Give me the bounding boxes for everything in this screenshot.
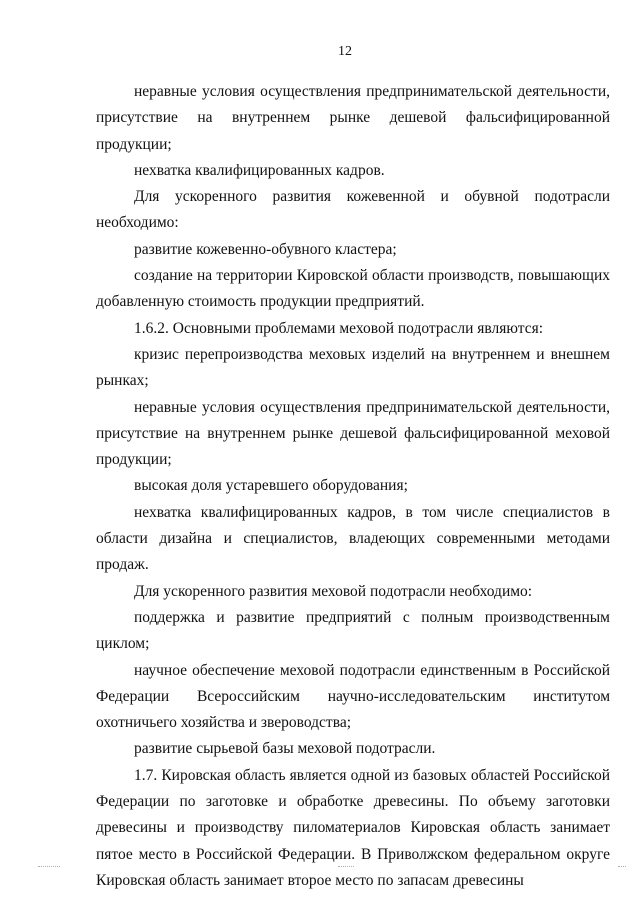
paragraph: развитие сырьевой базы меховой подотрасли.	[134, 740, 436, 758]
section-heading-paragraph: 1.7. Кировская область является одной из базовых областей Российской Федерации по заготовке и обработке древесины. По объему заготовки древесины и производству пиломатериалов Кировская область занимает пятое место в Российской Федерации. В Приволжском федеральном округе Кировская область занимает второе место по запасам древесины	[96, 766, 610, 889]
paragraph: неравные условия осуществления предпринимательской деятельности, присутствие на внутреннем рынке дешевой фальсифицированной продукции;	[96, 83, 610, 153]
paragraph: нехватка квалифицированных кадров.	[134, 161, 385, 179]
paragraph: Для ускоренного развития кожевенной и обувной подотрасли необходимо:	[96, 188, 610, 232]
paragraph: научное обеспечение меховой подотрасли единственным в Российской Федерации Всероссийским научно-исследовательским институтом охотничьего хозяйства и звероводства;	[96, 661, 610, 732]
paragraph: нехватка квалифицированных кадров, в том числе специалистов в области дизайна и специалистов, владеющих современными методами продаж.	[96, 503, 610, 574]
scan-mark-center	[338, 866, 354, 868]
paragraph: кризис перепроизводства меховых изделий на внутреннем и внешнем рынках;	[96, 345, 610, 390]
paragraph: поддержка и развитие предприятий с полным производственным циклом;	[96, 608, 610, 653]
section-heading-paragraph: 1.6.2. Основными проблемами меховой подотрасли являются:	[134, 319, 544, 337]
paragraph: неравные условия осуществления предпринимательской деятельности, присутствие на внутреннем рынке дешевой фальсифицированной меховой продукции;	[96, 398, 610, 469]
page-number: 12	[338, 44, 352, 59]
paragraph: Для ускоренного развития меховой подотрасли необходимо:	[134, 582, 533, 600]
scan-mark-left	[38, 866, 60, 868]
paragraph: высокая доля устаревшего оборудования;	[134, 477, 408, 495]
scan-mark-right	[618, 866, 626, 868]
paragraph: создание на территории Кировской области производств, повышающих добавленную стоимость продукции предприятий.	[96, 267, 610, 311]
paragraph: развитие кожевенно-обувного кластера;	[134, 240, 397, 258]
document-body	[96, 79, 610, 894]
